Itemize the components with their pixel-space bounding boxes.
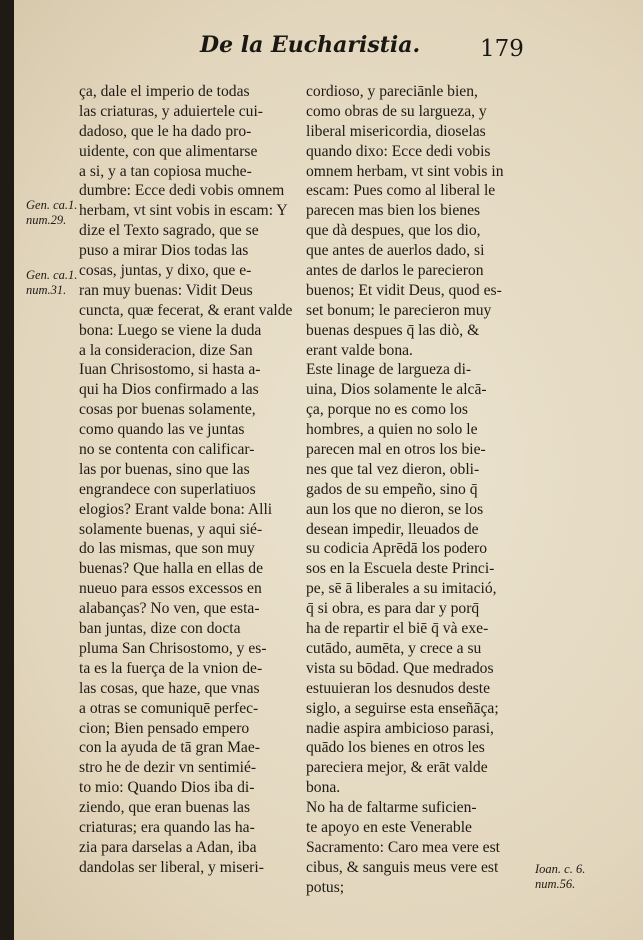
text-line: cibus, & sanguis meus vere est (306, 858, 499, 876)
text-line: hombres, a quien no solo le (306, 421, 478, 439)
text-line: sos en la Escuela deste Princi- (306, 560, 495, 578)
text-line: ha de repartir el biē q̄ và exe- (306, 620, 489, 638)
text-line: escam: Pues como al liberal le (306, 182, 496, 200)
text-line: te apoyo en este Venerable (306, 818, 472, 836)
text-line: buenas despues q̄ las diò, & (306, 321, 480, 339)
text-line: desean impedir, lleuados de (306, 520, 479, 538)
text-line: como quando las ve juntas (79, 421, 245, 439)
text-line: herbam, vt sint vobis in escam: Y (79, 202, 288, 220)
text-line: las cosas, que haze, que vnas (79, 679, 260, 697)
margin-note-line: Ioan. c. 6. (535, 862, 586, 876)
text-line: las criaturas, y aduiertele cui- (79, 102, 264, 120)
left-text-column (79, 82, 294, 878)
text-line: bona. (306, 779, 341, 797)
text-line: uina, Dios solamente le alcā- (306, 381, 487, 399)
text-line: alabanças? No ven, que esta- (79, 600, 260, 618)
text-line: parecen mas bien los bienes (306, 202, 481, 220)
text-line: parecen mal en otros los bie- (306, 441, 486, 459)
text-line: No ha de faltarme suficien- (306, 799, 477, 817)
text-line: ta es la fuerça de la vnion de- (79, 659, 263, 677)
text-line: nes que tal vez dieron, obli- (306, 460, 480, 478)
text-line: como obras de su largueza, y (306, 102, 487, 120)
text-line: cuncta, quæ fecerat, & erant valde (79, 301, 293, 319)
text-line: vista su bōdad. Que medrados (306, 659, 494, 677)
text-line: Sacramento: Caro mea vere est (306, 838, 500, 856)
text-line: buenos; Et vidit Deus, quod es- (306, 281, 502, 299)
text-line: nadie aspira ambicioso parasi, (306, 719, 494, 737)
text-line: siglo, a seguirse esta enseñāça; (306, 699, 499, 717)
text-line: a si, y a tan copiosa muche- (79, 162, 252, 180)
text-line: que antes de auerlos dado, si (306, 242, 485, 260)
text-line: cosas por buenas solamente, (79, 401, 256, 419)
margin-note-genesis-29 (26, 198, 77, 228)
text-line: set bonum; le parecieron muy (306, 301, 492, 319)
text-line: pareciera mejor, & erāt valde (306, 759, 488, 777)
text-line: con la ayuda de tā gran Mae- (79, 739, 260, 757)
text-line: erant valde bona. (306, 341, 413, 359)
text-line: aun los que no dieron, se los (306, 500, 484, 518)
text-line: engrandece con superlatiuos (79, 480, 256, 498)
text-line: omnem herbam, vt sint vobis in (306, 162, 504, 180)
margin-note-line: Gen. ca.1. (26, 198, 78, 212)
text-line: a otras se comuniquē perfec- (79, 699, 259, 717)
text-line: bona: Luego se viene la duda (79, 321, 262, 339)
text-line: ban juntas, dize con docta (79, 620, 241, 638)
text-line: gados de su empeño, sino q̄ (306, 480, 478, 498)
text-line: quādo los bienes en otros les (306, 739, 485, 757)
text-line: ça, dale el imperio de todas (79, 83, 250, 100)
margin-note-line: num.56. (535, 877, 576, 891)
text-line: zia para darselas a Adan, iba (79, 838, 257, 856)
text-line: las por buenas, sino que las (79, 460, 250, 478)
right-text-column (306, 82, 521, 898)
margin-note-genesis-31 (26, 268, 77, 298)
margin-note-line: Gen. ca.1. (26, 268, 78, 282)
text-line: dadoso, que le ha dado pro- (79, 122, 252, 140)
text-line: ran muy buenas: Vidit Deus (79, 281, 253, 299)
text-line: q̄ si obra, es para dar y porq̄ (306, 600, 480, 618)
text-line: ziendo, que eran buenas las (79, 799, 251, 817)
text-line: dize el Texto sagrado, que se (79, 222, 259, 240)
margin-note-john-56 (535, 862, 585, 892)
text-line: uidente, con que alimentarse (79, 142, 258, 160)
page-number: 179 (480, 36, 524, 62)
text-line: to mio: Quando Dios iba di- (79, 779, 255, 797)
text-line: liberal misericordia, dioselas (306, 122, 486, 140)
text-line: quando dixo: Ecce dedi vobis (306, 142, 491, 160)
text-line: Iuan Chrisostomo, si hasta a- (79, 361, 261, 379)
text-line: solamente buenas, y aqui sié- (79, 520, 263, 538)
text-line: stro he de dezir vn sentimié- (79, 759, 257, 777)
text-line: su codicia Aprēdā los podero (306, 540, 488, 558)
text-line: nueuo para essos excessos en (79, 580, 262, 598)
text-line: dandolas ser liberal, y miseri- (79, 858, 264, 876)
text-line: elogios? Erant valde bona: Alli (79, 500, 273, 518)
running-title: De la Eucharistia. (200, 32, 421, 58)
text-line: cutādo, aumēta, y crece a su (306, 639, 482, 657)
text-line: Este linage de largueza di- (306, 361, 472, 379)
text-line: cordioso, y pareciānle bien, (306, 83, 478, 100)
text-line: cion; Bien pensado empero (79, 719, 250, 737)
text-line: buenas? Que halla en ellas de (79, 560, 264, 578)
text-line: que dà despues, que los dio, (306, 222, 481, 240)
text-line: pluma San Chrisostomo, y es- (79, 639, 267, 657)
text-line: a la consideracion, dize San (79, 341, 253, 359)
text-line: antes de darlos le parecieron (306, 262, 484, 280)
text-line: no se contenta con calificar- (79, 441, 255, 459)
text-line: potus; (306, 878, 345, 896)
margin-note-line: num.31. (26, 283, 67, 297)
text-line: qui ha Dios confirmado a las (79, 381, 259, 399)
margin-note-line: num.29. (26, 213, 67, 227)
text-line: criaturas; era quando las ha- (79, 818, 255, 836)
text-line: ça, porque no es como los (306, 401, 468, 419)
text-line: dumbre: Ecce dedi vobis omnem (79, 182, 285, 200)
text-line: puso a mirar Dios todas las (79, 242, 249, 260)
text-line: do las mismas, que son muy (79, 540, 255, 558)
text-line: pe, sē ā liberales a su imitació, (306, 580, 497, 598)
text-line: estuuieran los desnudos deste (306, 679, 491, 697)
text-line: cosas, juntas, y dixo, que e- (79, 262, 252, 280)
